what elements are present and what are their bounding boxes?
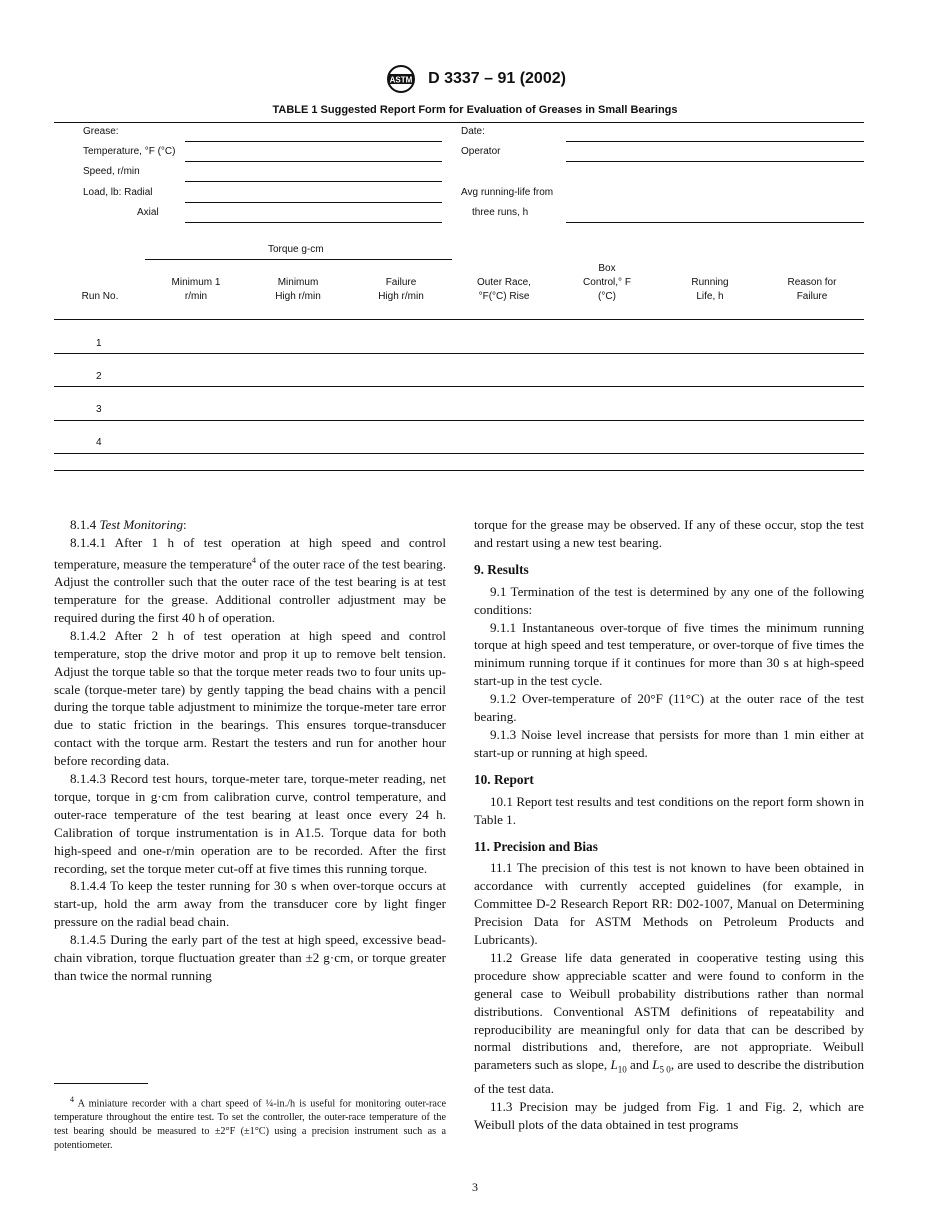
right-text-column bbox=[474, 516, 864, 1134]
col-header-running-life-line2: Life, h bbox=[696, 291, 724, 302]
table-header-rule bbox=[54, 319, 864, 320]
field-label-speed: Speed, r/min bbox=[83, 166, 140, 177]
run-number: 1 bbox=[96, 338, 102, 349]
col-header-minimum-1 bbox=[150, 276, 242, 304]
field-line-date bbox=[566, 141, 864, 142]
field-label-temperature: Temperature, °F (°C) bbox=[83, 146, 176, 157]
col-header-outer-race-line1: Outer Race, bbox=[477, 277, 531, 288]
para-11-3: 11.3 Precision may be judged from Fig. 1 and Fig. 2, which are Weibull plots of the data obtained in test programs bbox=[474, 1098, 864, 1132]
field-line-operator bbox=[566, 161, 864, 162]
col-header-minimum-1-line2: r/min bbox=[184, 291, 208, 302]
field-line-speed bbox=[185, 181, 442, 182]
col-header-reason-failure bbox=[766, 276, 858, 304]
run-number: 3 bbox=[96, 404, 102, 415]
para-11-2-text-b: , are used to describe the distribution of the test data. bbox=[474, 1057, 865, 1096]
para-8-1-4-1 bbox=[54, 534, 446, 627]
col-header-box-control-line3: (°C) bbox=[598, 291, 616, 302]
col-header-minimum-high-line2: High r/min bbox=[275, 291, 321, 302]
para-11-1: 11.1 The precision of this test is not known to have been obtained in accordance with currently accepted guidelines (for example, in Committee D-2 Research Report RR: D02-1007, Manual on Determining Precision Data for ASTM Methods on Petroleum Products and Lubricants). bbox=[474, 860, 864, 948]
col-header-reason-failure-line1: Reason for bbox=[787, 277, 837, 288]
para-8-1-4-5: 8.1.4.5 During the early part of the test at high speed, excessive bead-chain vibration, torque fluctuation greater than ±2 g·cm, or torque greater than twice the normal running bbox=[54, 932, 446, 984]
para-continuation: torque for the grease may be observed. If any of these occur, stop the test and restart using a new test bearing. bbox=[474, 517, 864, 550]
footnote-4-text: A miniature recorder with a chart speed of ¼-in./h is useful for monitoring outer-race temperature throughout the entire test. To set the controller, the outer-race temperature of the test bearing should be measured to ±2°F (±1°C) using a precision instrument such as a potentiometer. bbox=[54, 1098, 446, 1152]
heading-precision-bias: 11. Precision and Bias bbox=[474, 838, 598, 854]
col-header-failure-high-line2: High r/min bbox=[378, 291, 424, 302]
run-number: 2 bbox=[96, 371, 102, 382]
para-8-1-4-3: 8.1.4.3 Record test hours, torque-meter tare, torque-meter reading, net torque, torque in g·cm from calibration curve, control temperature, and outer-race temperature of the test bearing at least once every 24 h. Calibration of torque instrumentation is in A1.5. Torque data for both high-speed and one-r/min operation are to be recorded. After the first recording, set the torque meter cut-off at five times this running torque. bbox=[54, 771, 446, 876]
svg-text:ASTM: ASTM bbox=[389, 75, 413, 85]
col-header-running-life bbox=[664, 276, 756, 304]
col-header-running-life-line1: Running bbox=[691, 277, 729, 288]
page-header bbox=[0, 64, 950, 94]
col-header-box-control-line1: Box bbox=[598, 263, 616, 274]
para-9-1-3: 9.1.3 Noise level increase that persists for more than 1 min either at start-up or running at high speed. bbox=[474, 726, 864, 760]
field-line-axial bbox=[185, 222, 442, 223]
field-label-grease: Grease: bbox=[83, 126, 119, 137]
run-number: 4 bbox=[96, 437, 102, 448]
torque-group-rule bbox=[145, 259, 452, 260]
table-row-rule bbox=[54, 420, 864, 421]
l50-symbol: L bbox=[652, 1057, 660, 1073]
heading-results: 9. Results bbox=[474, 561, 529, 577]
field-line-grease bbox=[185, 141, 442, 142]
col-header-box-control-line2: Control,° F bbox=[583, 277, 631, 288]
l50-subscript: 5 0 bbox=[659, 1064, 671, 1075]
col-header-outer-race bbox=[458, 276, 550, 304]
field-line-radial bbox=[185, 202, 442, 203]
table-row-rule bbox=[54, 453, 864, 454]
footnote-rule bbox=[54, 1083, 148, 1084]
field-line-temperature bbox=[185, 161, 442, 162]
para-9-1: 9.1 Termination of the test is determined by any one of the following conditions: bbox=[474, 583, 864, 617]
col-header-minimum-high bbox=[252, 276, 344, 304]
para-8-1-4-1-text-a: 8.1.4.1 After 1 h of test operation at high speed and control temperature, measure the temperature bbox=[54, 534, 446, 572]
field-label-date: Date: bbox=[461, 126, 485, 137]
section-8-1-4: 8.1.4 Test Monitoring: bbox=[70, 517, 187, 532]
field-label-load-radial: Load, lb: Radial bbox=[83, 187, 153, 198]
torque-group-heading: Torque g-cm bbox=[268, 244, 324, 255]
field-label-three-runs: three runs, h bbox=[472, 207, 529, 218]
para-11-2 bbox=[474, 949, 864, 1098]
col-header-failure-high bbox=[355, 276, 447, 304]
col-header-run-no bbox=[60, 290, 140, 304]
left-text-column bbox=[54, 516, 446, 985]
table-bottom-rule bbox=[54, 470, 864, 471]
col-header-reason-failure-line2: Failure bbox=[796, 291, 828, 302]
field-label-operator: Operator bbox=[461, 146, 501, 157]
section-8-1-4-title: Test Monitoring bbox=[99, 517, 184, 532]
para-8-1-4-1-text-b: of the outer race of the test bearing. Adjust the controller such that the outer race of the test bearing is at test temperature for the grease. Additional controller adjustment may be required during the first 40 h of operation. bbox=[54, 556, 446, 625]
para-8-1-4-2: 8.1.4.2 After 2 h of test operation at high speed and control temperature, stop the drive motor and prop it up to remove belt tension. Adjust the torque table so that the torque meter reads two to four units up-scale (torque-meter tare) by gently tapping the bead chains with a pencil during the torque table adjustment to minimize the torque-meter tare error due to static friction in the bearings. This ensures torque-transducer contact with the torque arm. Restart the testers and run for another hour before recording data. bbox=[54, 627, 446, 769]
document-designation: D 3337 – 91 (2002) bbox=[428, 70, 566, 87]
para-11-2-text-a: 11.2 Grease life data generated in cooperative testing using this procedure show appreciable scatter and were found to conform in the general case to Weibull probability distributions rather than normal distributions. Conventional ASTM definitions of repeatability and reproducibility are meaningful only for data that can be described by normal distributions and, therefore, are not appropriate. Weibull parameters such as slope, bbox=[474, 949, 864, 1073]
l10-symbol: L bbox=[610, 1057, 618, 1073]
para-11-2-and: and bbox=[626, 1057, 653, 1073]
astm-logo-icon bbox=[384, 64, 418, 94]
col-header-run-no-text: Run No. bbox=[81, 291, 119, 302]
col-header-failure-high-line1: Failure bbox=[385, 277, 417, 288]
para-8-1-4-4: 8.1.4.4 To keep the tester running for 30 s when over-torque occurs at start-up, hold the arm away from the transducer core by light finger pressure on the radial bead chain. bbox=[54, 878, 446, 930]
field-line-avg-life bbox=[566, 222, 864, 223]
l10-subscript: 10 bbox=[617, 1064, 627, 1075]
col-header-minimum-1-line1: Minimum 1 bbox=[171, 277, 221, 288]
footnote-ref-4: 4 bbox=[251, 555, 256, 565]
para-10-1: 10.1 Report test results and test conditions on the report form shown in Table 1. bbox=[474, 793, 864, 827]
page-number: 3 bbox=[472, 1180, 478, 1194]
para-9-1-1: 9.1.1 Instantaneous over-torque of five times the minimum running torque at high speed and test temperature, or over-torque of five times the minimum running torque if it continues for more than 30 s at high-speed start-up in the test cycle. bbox=[474, 619, 864, 689]
para-9-1-2: 9.1.2 Over-temperature of 20°F (11°C) at the outer race of the test bearing. bbox=[474, 691, 864, 725]
table-top-rule bbox=[54, 122, 864, 123]
table-row-rule bbox=[54, 386, 864, 387]
field-label-load-axial: Axial bbox=[137, 207, 159, 218]
table-caption: TABLE 1 Suggested Report Form for Evaluation of Greases in Small Bearings bbox=[272, 104, 678, 116]
col-header-outer-race-line2: °F(°C) Rise bbox=[478, 291, 530, 302]
col-header-box-control bbox=[561, 262, 653, 304]
table-row-rule bbox=[54, 353, 864, 354]
heading-report: 10. Report bbox=[474, 771, 534, 787]
field-label-avg-life: Avg running-life from bbox=[461, 187, 554, 198]
section-8-1-4-number: 8.1.4 bbox=[70, 517, 97, 532]
footnote-4-marker: 4 bbox=[70, 1095, 74, 1104]
col-header-minimum-high-line1: Minimum bbox=[277, 277, 319, 288]
footnote-4 bbox=[54, 1093, 446, 1153]
